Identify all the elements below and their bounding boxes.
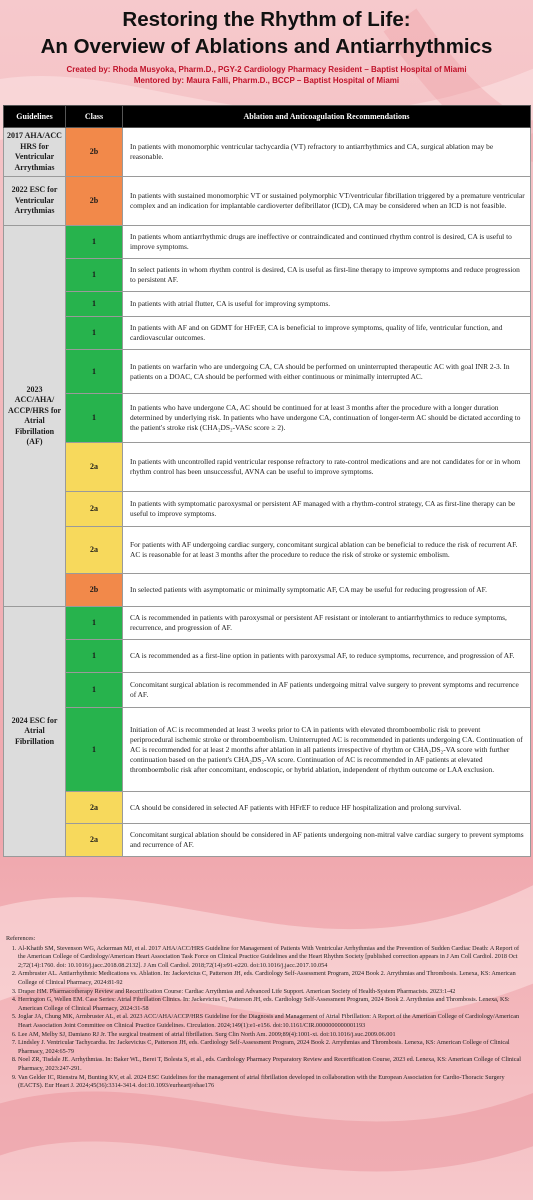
- class-badge: 1: [66, 317, 123, 350]
- references-section: [6, 935, 526, 1091]
- recommendation-text: For patients with AF undergoing cardiac surgery, concomitant surgical ablation can be beneficial to reduce the risk of recurrent AF. AC is reasonable for at least 3 months after the procedure to reduce the risk of stroke or systemic embolism.: [123, 527, 531, 574]
- reference-item: 3. Draper HM. Pharmacotherapy Review and Recertification Course: Cardiac Arrythmias and Advanced Life Support. American Society of Health-System Pharmacists. 2023:1-42: [18, 988, 526, 997]
- table-row: [4, 527, 531, 574]
- recommendation-text: Concomitant surgical ablation is recommended in AF patients undergoing mitral valve surgery to prevent symptoms and recurrence of AF.: [123, 673, 531, 708]
- table-row: [4, 607, 531, 640]
- class-badge: 2a: [66, 443, 123, 492]
- table-row: [4, 128, 531, 177]
- class-badge: 2a: [66, 527, 123, 574]
- recommendation-text: In selected patients with asymptomatic or minimally symptomatic AF, CA may be useful for reducing progression of AF.: [123, 574, 531, 607]
- class-badge: 1: [66, 259, 123, 292]
- recommendation-text: In patients with sustained monomorphic VT or sustained polymorphic VT/ventricular fibrillation triggered by a premature ventricular complex and an indication for implantable cardioverter defibrillator (ICD), CA may be considered when an ICD is not feasible.: [123, 177, 531, 226]
- reference-item: 7. Lindsley J. Ventricular Tachycardia. In: Jackevicius C, Patterson JH, eds. Cardiology Self-Assessment Program, 2024 Book 2. Arrythmias and Thrombosis. Lenexa, KS: American College of Clinical Pharmacy, 2024:65-79: [18, 1039, 526, 1056]
- guideline-cell: 2024 ESC for Atrial Fibrillation: [4, 607, 66, 857]
- table-row: [4, 177, 531, 226]
- class-badge: 1: [66, 350, 123, 394]
- class-badge: 1: [66, 640, 123, 673]
- reference-item: 6. Lee AM, Melby SJ, Damiano RJ Jr. The surgical treatment of atrial fibrillation. Surg Clin North Am. 2009;89(4):1001-xi. doi:10.1016/j.suc.2009.06.001: [18, 1031, 526, 1040]
- table-row: [4, 792, 531, 824]
- reference-item: 9. Van Gelder IC, Rienstra M, Bunting KV, et al. 2024 ESC Guidelines for the management of atrial fibrillation developed in collaboration with the European Association for Cardio-Thoracic Surgery (EACTS). Eur Heart J. 2024;45(36):3314-3414. doi:10.1093/eurheartj/ehae176: [18, 1074, 526, 1091]
- table-row: [4, 708, 531, 792]
- recommendation-text: In patients with uncontrolled rapid ventricular response refractory to rate-control medications and are not candidates for or in whom rhythm control has been unsuccessful, AVNA can be useful to improve symptoms.: [123, 443, 531, 492]
- column-header-class: Class: [66, 106, 123, 128]
- recommendations-table: [3, 105, 531, 857]
- recommendation-text: In patients with AF and on GDMT for HFrEF, CA is beneficial to improve symptoms, quality of life, ventricular function, and cardiovascular outcomes.: [123, 317, 531, 350]
- class-badge: 2a: [66, 792, 123, 824]
- table-row: [4, 673, 531, 708]
- guideline-cell: 2022 ESC for Ventricular Arrythmias: [4, 177, 66, 226]
- poster-title-line-1: Restoring the Rhythm of Life:: [122, 8, 411, 31]
- references-heading: References:: [6, 935, 36, 942]
- table-row: [4, 394, 531, 443]
- recommendation-text: In patients whom antiarrhythmic drugs are ineffective or contraindicated and continued rhythm control is desired, CA is useful to improve symptoms.: [123, 226, 531, 259]
- recommendation-text: CA is recommended in patients with paroxysmal or persistent AF resistant or intolerant to antiarrhythmics to reduce symptoms, recurrence, and progression of AF.: [123, 607, 531, 640]
- recommendation-text: In patients with atrial flutter, CA is useful for improving symptoms.: [123, 292, 531, 317]
- class-badge: 1: [66, 394, 123, 443]
- table-row: [4, 443, 531, 492]
- class-badge: 1: [66, 607, 123, 640]
- reference-item: 1. Al-Khatib SM, Stevenson WG, Ackerman MJ, et al. 2017 AHA/ACC/HRS Guideline for Management of Patients With Ventricular Arrhythmias and the Prevention of Sudden Cardiac Death: A Report of the American College of Cardiology/American Heart Association Task Force on Clinical Practice Guidelines and the Heart Rhythm Society [published correction appears in J Am Coll Cardiol. 2018 Oct 2;72(14):1760. doi: 10.1016/j.jacc.2018.08.2132]. J Am Coll Cardiol. 2018;72(14):e91-e220. doi:10.1016/j.jacc.2017.10.054: [18, 945, 526, 971]
- recommendation-text: In patients with symptomatic paroxysmal or persistent AF managed with a rhythm-control strategy, CA as first-line therapy can be useful to improve symptoms.: [123, 492, 531, 527]
- class-badge: 2b: [66, 128, 123, 177]
- column-header-recommendations: Ablation and Anticoagulation Recommendations: [123, 106, 531, 128]
- recommendation-text: Initiation of AC is recommended at least 3 weeks prior to CA in patients with elevated thromboembolic risk to prevent periprocedural ischemic stroke or thromboembolism. Uninterrupted AC is recommended in patients undergoing CA. Continuation of AC is recommended for at least 2 months after ablation in all patients irrespective of rhythm or CHA₂DS₂-VA score with further continuation based on the patient's CHA₂DS₂-VA score. Continuation of AC is recommended in AF patients at elevated thromboembolic risk after concomitant, endoscopic, or hybrid ablation, independent of rhythm outcome or LAA exclusion.: [123, 708, 531, 792]
- author-credit: Created by: Rhoda Musyoka, Pharm.D., PGY-2 Cardiology Pharmacy Resident – Baptist Hospital of Miami: [66, 65, 467, 74]
- guideline-cell: 2017 AHA/ACC HRS for Ventricular Arrythmias: [4, 128, 66, 177]
- column-header-guidelines: Guidelines: [4, 106, 66, 128]
- table-row: [4, 640, 531, 673]
- recommendation-text: CA should be considered in selected AF patients with HFrEF to reduce HF hospitalization and prolong survival.: [123, 792, 531, 824]
- table-row: [4, 350, 531, 394]
- mentor-credit: Mentored by: Maura Falli, Pharm.D., BCCP – Baptist Hospital of Miami: [133, 76, 400, 85]
- recommendation-text: In patients on warfarin who are undergoing CA, CA should be performed on uninterrupted therapeutic AC with goal INR 2-3. In patients on a DOAC, CA should be performed with either continuous or minimally interrupted AC.: [123, 350, 531, 394]
- recommendation-text: CA is recommended as a first-line option in patients with paroxysmal AF, to reduce symptoms, recurrence, and progression of AF.: [123, 640, 531, 673]
- recommendation-text: Concomitant surgical ablation should be considered in AF patients undergoing non-mitral valve cardiac surgery to prevent symptoms and recurrence of AF.: [123, 824, 531, 857]
- class-badge: 1: [66, 226, 123, 259]
- table-row: [4, 317, 531, 350]
- poster-title-line-2: An Overview of Ablations and Antiarrhythmics: [40, 35, 493, 58]
- class-badge: 2a: [66, 492, 123, 527]
- class-badge: 2b: [66, 177, 123, 226]
- class-badge: 1: [66, 292, 123, 317]
- table-header-row: [4, 106, 531, 128]
- class-badge: 1: [66, 673, 123, 708]
- recommendation-text: In patients who have undergone CA, AC should be continued for at least 3 months after the procedure with a longer duration determined by underlying risk. In patients who have undergone CA, continuation of longer-term AC should be dictated according to the patient's stroke risk (CHA₂DS₂-VASc score ≥ 2).: [123, 394, 531, 443]
- recommendation-text: In select patients in whom rhythm control is desired, CA is useful as first-line therapy to improve symptoms and reduce progression to persistent AF.: [123, 259, 531, 292]
- table-row: [4, 292, 531, 317]
- class-badge: 2b: [66, 574, 123, 607]
- table-row: [4, 824, 531, 857]
- table-row: [4, 226, 531, 259]
- table-row: [4, 492, 531, 527]
- reference-item: 8. Noel ZR, Tisdale JE. Arrhythmias. In: Baker WL, Berei T, Bolesta S, et al., eds. Cardiology Pharmacy Preparatory Review and Recertification Course, 2023 ed. Lenexa, KS: American College of Clinical Pharmacy, 2023:247-291.: [18, 1056, 526, 1073]
- poster-header: [0, 6, 533, 86]
- reference-item: 2. Armbruster AL. Antiarrhythmic Medications vs. Ablation. In: Jackevicius C, Patterson JH, eds. Cardiology Self-Assessment Program, 2024 Book 2. Arrythmias and Thrombosis. Lenexa, KS: American College of Clinical Pharmacy, 2024:81-92: [18, 970, 526, 987]
- guideline-cell: 2023 ACC/AHA/ ACCP/HRS for Atrial Fibrillation (AF): [4, 226, 66, 607]
- table-row: [4, 259, 531, 292]
- reference-item: 4. Herrington G, Wellen EM. Case Series: Atrial Fibrillation Clinics. In: Jackevicius C, Patterson JH, eds. Cardiology Self-Assessment Program, 2024 Book 2. Arrythmias and Thrombosis. Lenexa, KS: American College of Clinical Pharmacy, 2024:31-58: [18, 996, 526, 1013]
- references-list: [6, 945, 526, 1091]
- class-badge: 2a: [66, 824, 123, 857]
- reference-item: 5. Joglar JA, Chung MK, Armbruster AL, et al. 2023 ACC/AHA/ACCP/HRS Guideline for the Diagnosis and Management of Atrial Fibrillation: A Report of the American College of Cardiology/American Heart Association Joint Committee on Clinical Practice Guidelines. Circulation. 2024;149(1):e1-e156. doi:10.1161/CIR.0000000000001193: [18, 1013, 526, 1030]
- class-badge: 1: [66, 708, 123, 792]
- recommendation-text: In patients with monomorphic ventricular tachycardia (VT) refractory to antiarrhythmics and CA, surgical ablation may be reasonable.: [123, 128, 531, 177]
- table-row: [4, 574, 531, 607]
